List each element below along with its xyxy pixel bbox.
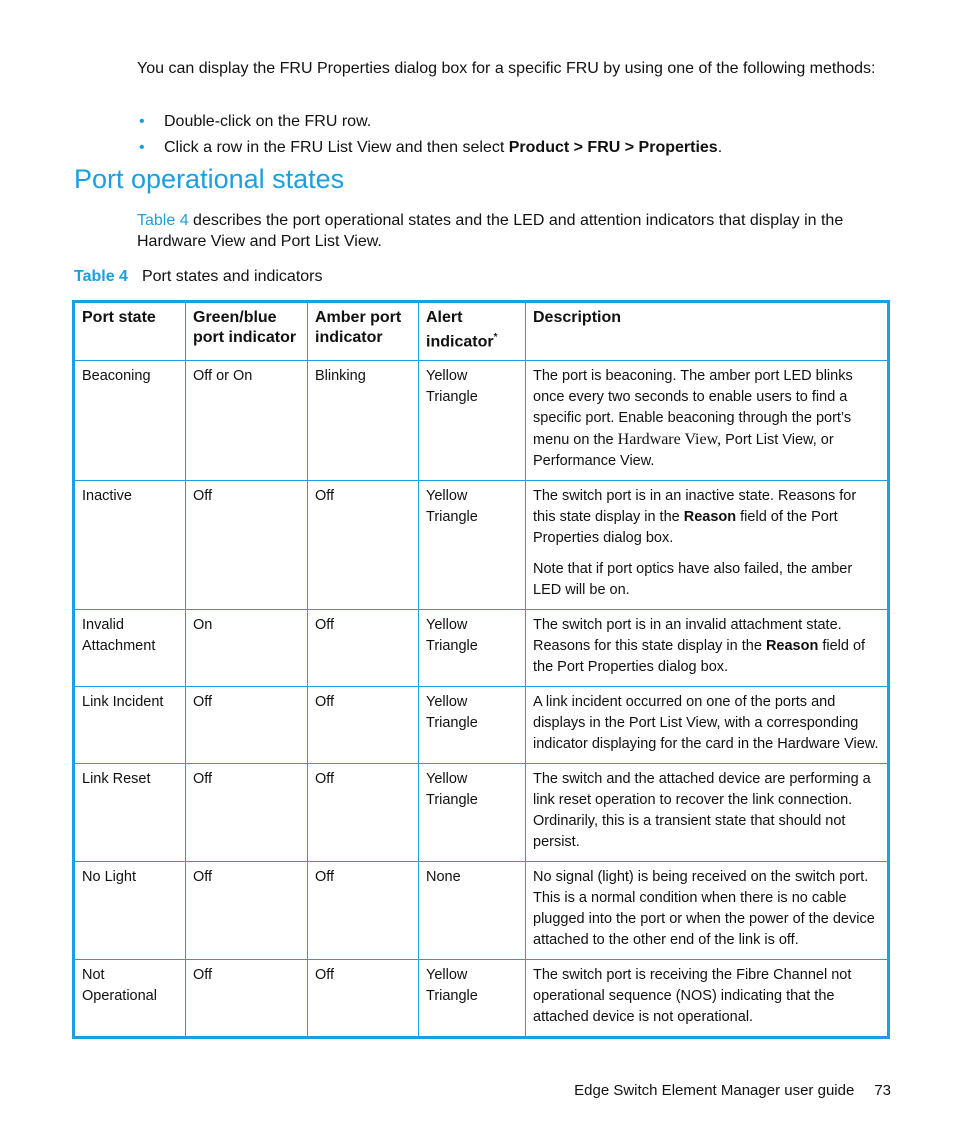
method-list	[137, 111, 877, 163]
paragraph-text: describes the port operational states and the LED and attention indicators that display in the Hardware View and Port List View.	[137, 212, 844, 250]
bullet-icon: •	[139, 139, 145, 156]
cell-amber: Off	[308, 764, 419, 862]
cell-alert: Yellow Triangle	[419, 610, 526, 687]
cell-port-state: Link Incident	[74, 687, 186, 764]
cell-green: Off	[186, 862, 308, 960]
header-amber-indicator: Amber port indicator	[308, 302, 419, 361]
cell-alert: Yellow Triangle	[419, 361, 526, 481]
header-alert-indicator	[419, 302, 526, 361]
port-states-table	[72, 300, 890, 1039]
table-row	[74, 764, 889, 862]
cell-description	[526, 610, 889, 687]
cell-amber: Off	[308, 481, 419, 610]
cell-description	[526, 481, 889, 610]
desc-bold: Reason	[765, 638, 819, 655]
table-row	[74, 960, 889, 1038]
cell-port-state: Invalid Attachment	[74, 610, 186, 687]
table-row	[74, 610, 889, 687]
header-alert-label: Alert indicator	[426, 309, 494, 351]
cell-amber: Off	[308, 960, 419, 1038]
cell-alert: Yellow Triangle	[419, 960, 526, 1038]
desc-text: field of the Port Properties dialog box.	[533, 638, 866, 676]
cell-green: Off	[186, 687, 308, 764]
cell-description: The switch and the attached device are performing a link reset operation to recover the link connection. Ordinarily, this is a transient state that should not persist.	[526, 764, 889, 862]
footnote-marker: *	[493, 332, 498, 343]
cell-description: The switch port is receiving the Fibre Channel not operational sequence (NOS) indicating that the attached device is not operational.	[526, 960, 889, 1038]
desc-text: The switch port is in an invalid attachment state. Reasons for this state display in the	[533, 617, 842, 655]
cell-port-state: Link Reset	[74, 764, 186, 862]
desc-note: Note that if port optics have also failed, the amber LED will be on.	[533, 561, 853, 599]
cell-description: No signal (light) is being received on the switch port. This is a normal condition when there is no cable plugged into the port or when the power of the device attached to the other end of the link is off.	[526, 862, 889, 960]
cell-green: Off	[186, 481, 308, 610]
cell-alert: Yellow Triangle	[419, 687, 526, 764]
list-item	[137, 137, 877, 163]
cell-green: Off	[186, 960, 308, 1038]
header-description: Description	[526, 302, 889, 361]
cell-description	[526, 361, 889, 481]
cell-amber: Off	[308, 687, 419, 764]
table-row	[74, 862, 889, 960]
header-port-state: Port state	[74, 302, 186, 361]
cell-amber: Blinking	[308, 361, 419, 481]
footer-title: Edge Switch Element Manager user guide	[574, 1082, 855, 1099]
cell-green: Off	[186, 764, 308, 862]
section-paragraph	[137, 210, 877, 252]
list-item	[137, 111, 877, 137]
cell-port-state: Inactive	[74, 481, 186, 610]
desc-text: field of the Port Properties dialog box.	[533, 509, 838, 547]
table-header-row	[74, 302, 889, 361]
cell-alert: None	[419, 862, 526, 960]
table-title: Port states and indicators	[141, 268, 323, 285]
list-item-text: Click a row in the FRU List View and then select	[164, 139, 509, 156]
bullet-icon: •	[139, 113, 145, 130]
cell-alert: Yellow Triangle	[419, 481, 526, 610]
table-row	[74, 361, 889, 481]
cell-port-state: Beaconing	[74, 361, 186, 481]
desc-text: Port List View, or Performance View.	[533, 432, 834, 470]
cell-alert: Yellow Triangle	[419, 764, 526, 862]
desc-text: The switch port is in an inactive state. Reasons for this state display in the	[533, 488, 857, 526]
desc-serif: Hardware View,	[617, 431, 722, 449]
table-caption	[74, 268, 323, 286]
cell-description: A link incident occurred on one of the ports and displays in the Port List View, with a corresponding indicator displaying for the card in the Hardware View.	[526, 687, 889, 764]
page-number: 73	[874, 1082, 891, 1099]
header-green-indicator: Green/blue port indicator	[186, 302, 308, 361]
cell-amber: Off	[308, 862, 419, 960]
intro-paragraph: You can display the FRU Properties dialog box for a specific FRU by using one of the following methods:	[137, 60, 876, 77]
desc-text: The port is beaconing. The amber port LED blinks once every two seconds to enable users to find a specific port. Enable beaconing through the port’s menu on the	[533, 368, 853, 449]
cell-port-state: No Light	[74, 862, 186, 960]
page-footer	[574, 1082, 891, 1099]
cell-green: Off or On	[186, 361, 308, 481]
list-item-suffix: .	[717, 139, 723, 156]
table-reference-link[interactable]: Table 4	[137, 212, 189, 229]
menu-path: Product > FRU > Properties	[508, 139, 718, 156]
table-row	[74, 481, 889, 610]
table-row	[74, 687, 889, 764]
table-number: Table 4	[74, 268, 128, 285]
cell-green: On	[186, 610, 308, 687]
section-heading: Port operational states	[74, 164, 345, 194]
desc-bold: Reason	[683, 509, 737, 526]
cell-amber: Off	[308, 610, 419, 687]
cell-port-state: Not Operational	[74, 960, 186, 1038]
desc-paragraph	[533, 486, 880, 549]
list-item-text: Double-click on the FRU row.	[164, 113, 372, 130]
